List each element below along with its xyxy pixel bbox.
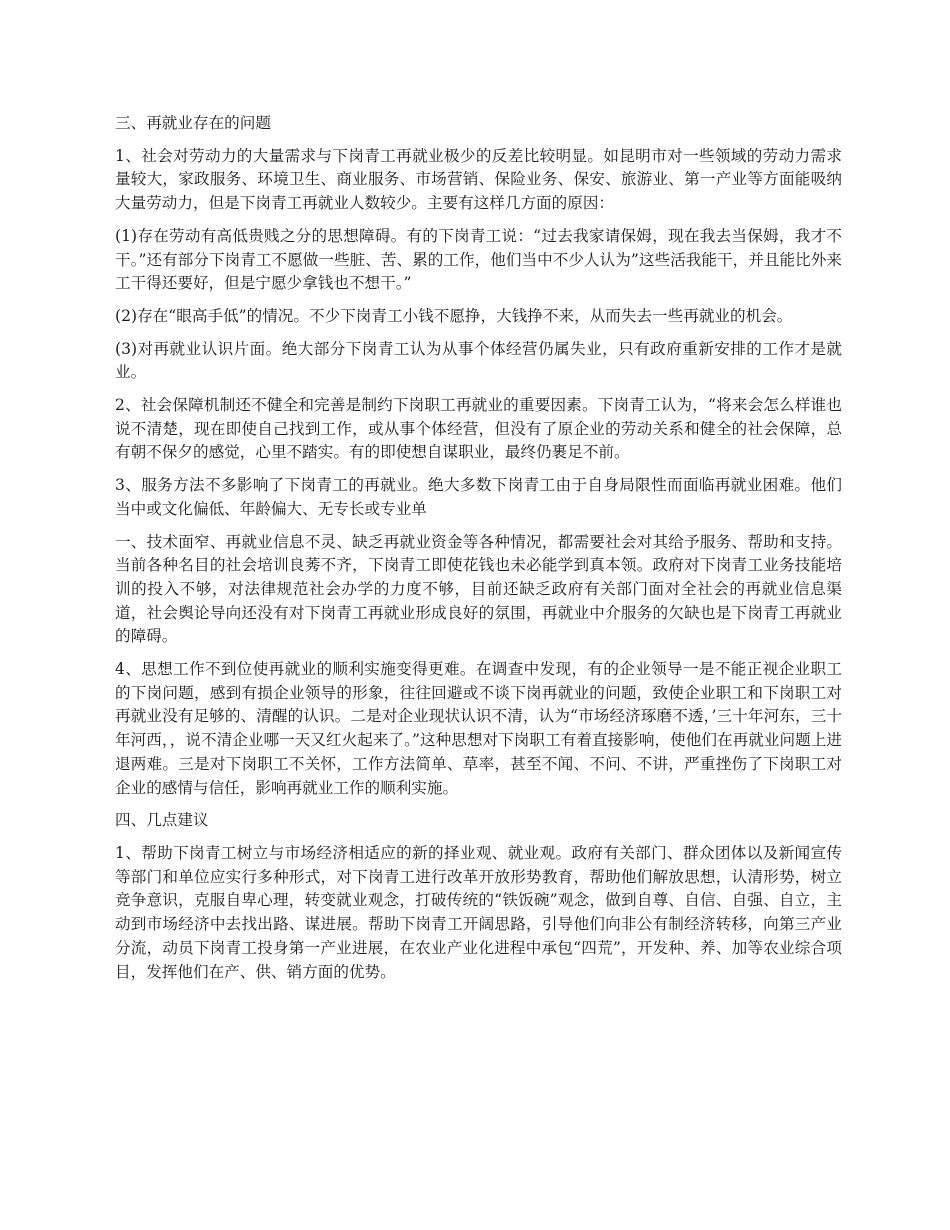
paragraph: 一、技术面窄、再就业信息不灵、缺乏再就业资金等各种情况，都需要社会对其给予服务、帮助和支持。当前各种名目的社会培训良莠不齐，下岗青工即使花钱也未必能学到真本领。政府对下岗青工业务技能培训的投入不够，对法律规范社会办学的力度不够，目前还缺乏政府有关部门面对全社会的再就业信息渠道，社会舆论导向还没有对下岗青工再就业形成良好的氛围，再就业中介服务的欠缺也是下岗青工再就业的障碍。 (115, 532, 842, 646)
paragraph: 4、思想工作不到位使再就业的顺利实施变得更难。在调查中发现，有的企业领导一是不能正视企业职工的下岗问题，感到有损企业领导的形象，往往回避或不谈下岗再就业的问题，致使企业职工和下岗职工对再就业没有足够的、清醒的认识。二是对企业现状认识不清，认为“市场经济琢磨不透，’三十年河东，三十年河西，，说不清企业哪一天又红火起来了。”这种思想对下岗职工有着直接影响，使他们在再就业问题上进退两难。三是对下岗职工不关怀，工作方法简单、草率，甚至不闻、不问、不讲，严重挫伤了下岗职工对企业的感情与信任，影响再就业工作的顺利实施。 (115, 660, 842, 797)
section-heading-problems: 三、再就业存在的问题 (115, 114, 271, 132)
section-heading-suggestions: 四、几点建议 (115, 811, 209, 830)
paragraph: (3)对再就业认识片面。绝大部分下岗青工认为从事个体经营仍属失业，只有政府重新安排的工作才是就业。 (115, 339, 842, 382)
paragraph: 1、社会对劳动力的大量需求与下岗青工再就业极少的反差比较明显。如昆明市对一些领域的劳动力需求量较大，家政服务、环境卫生、商业服务、市场营销、保险业务、保安、旅游业、第一产业等方面能吸纳大量劳动力，但是下岗青工再就业人数较少。主要有这样几方面的原因： (115, 146, 842, 213)
paragraph: 2、社会保障机制还不健全和完善是制约下岗职工再就业的重要因素。下岗青工认为，“将来会怎么样谁也说不清楚，现在即使自己找到工作，或从事个体经营，但没有了原企业的劳动关系和健全的社会保障，总有朝不保夕的感觉，心里不踏实。有的即使想自谋职业，最终仍裹足不前。 (115, 396, 842, 462)
paragraph: 1、帮助下岗青工树立与市场经济相适应的新的择业观、就业观。政府有关部门、群众团体以及新闻宣传等部门和单位应实行多种形式，对下岗青工进行改革开放形势教育，帮助他们解放思想，认清形势，树立竞争意识，克服自卑心理，转变就业观念，打破传统的“铁饭碗”观念，做到自尊、自信、自强、自立，主动到市场经济中去找出路、谋进展。帮助下岗青工开阔思路，引导他们向非公有制经济转移，向第三产业分流，动员下岗青工投身第一产业进展，在农业产业化进程中承包“四荒”，开发种、养、加等农业综合项目，发挥他们在产、供、销方面的优势。 (115, 843, 842, 981)
document-body (115, 112, 842, 993)
paragraph: (2)存在“眼高手低”的情况。不少下岗青工小钱不愿挣，大钱挣不来，从而失去一些再就业的机会。 (115, 306, 793, 325)
paragraph: 3、服务方法不多影响了下岗青工的再就业。绝大多数下岗青工由于自身局限性而面临再就业困难。他们当中或文化偏低、年龄偏大、无专长或专业单 (115, 476, 842, 518)
paragraph: (1)存在劳动有高低贵贱之分的思想障碍。有的下岗青工说：“过去我家请保姆，现在我去当保姆，我才不干。”还有部分下岗青工不愿做一些脏、苦、累的工作，他们当中不少人认为”这些活我能干，并且能比外来工干得还要好，但是宁愿少拿钱也不想干。” (115, 226, 842, 293)
